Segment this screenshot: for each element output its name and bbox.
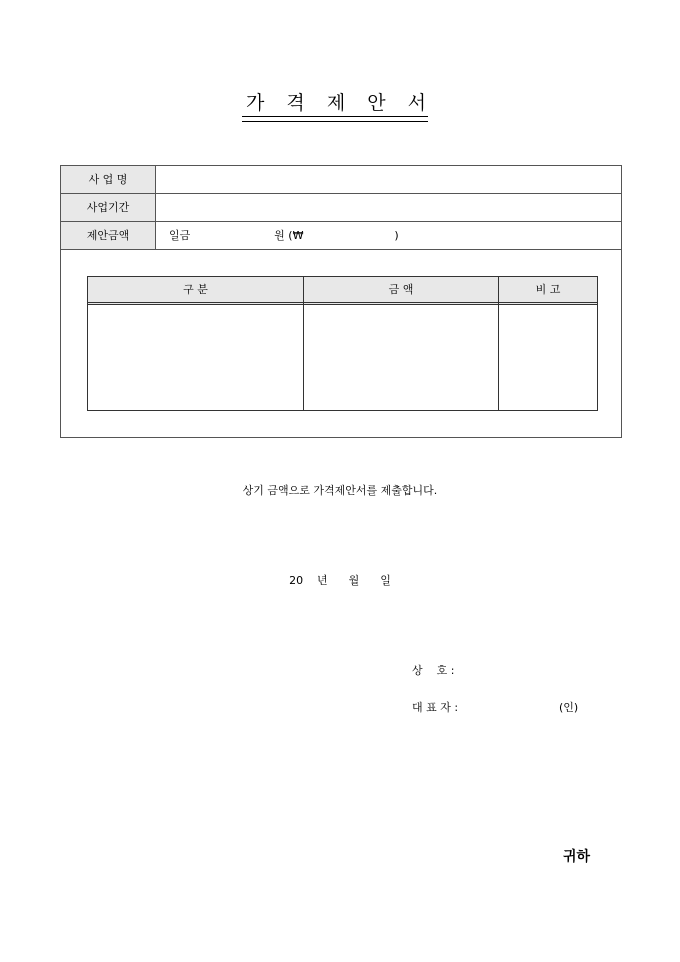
document-title: 가 격 제 안 서 — [246, 92, 434, 114]
info-row-project-name — [61, 166, 621, 194]
info-row-proposal-amount — [61, 222, 621, 250]
column-header-category: 구 분 — [88, 277, 303, 305]
seal-mark: (인) — [559, 701, 579, 714]
info-label: 사 업 명 — [61, 166, 156, 193]
representative-label: 대 표 자 : — [412, 701, 459, 714]
info-label: 사업기간 — [61, 194, 156, 221]
breakdown-table — [87, 276, 598, 411]
info-row-project-period — [61, 194, 621, 222]
column-header-amount: 금 액 — [304, 277, 498, 305]
title-double-underline — [242, 116, 428, 122]
column-divider — [303, 277, 304, 410]
company-label: 상 호 : — [412, 664, 455, 677]
column-header-remarks: 비 고 — [499, 277, 597, 305]
date-line: 20 년 월 일 — [289, 574, 391, 587]
column-divider — [498, 277, 499, 410]
submission-statement: 상기 금액으로 가격제안서를 제출합니다. — [242, 484, 438, 497]
closing-honorific: 귀하 — [563, 849, 591, 865]
info-label: 제안금액 — [61, 222, 156, 249]
info-value: 일금 원 (₩ ) — [169, 229, 399, 242]
